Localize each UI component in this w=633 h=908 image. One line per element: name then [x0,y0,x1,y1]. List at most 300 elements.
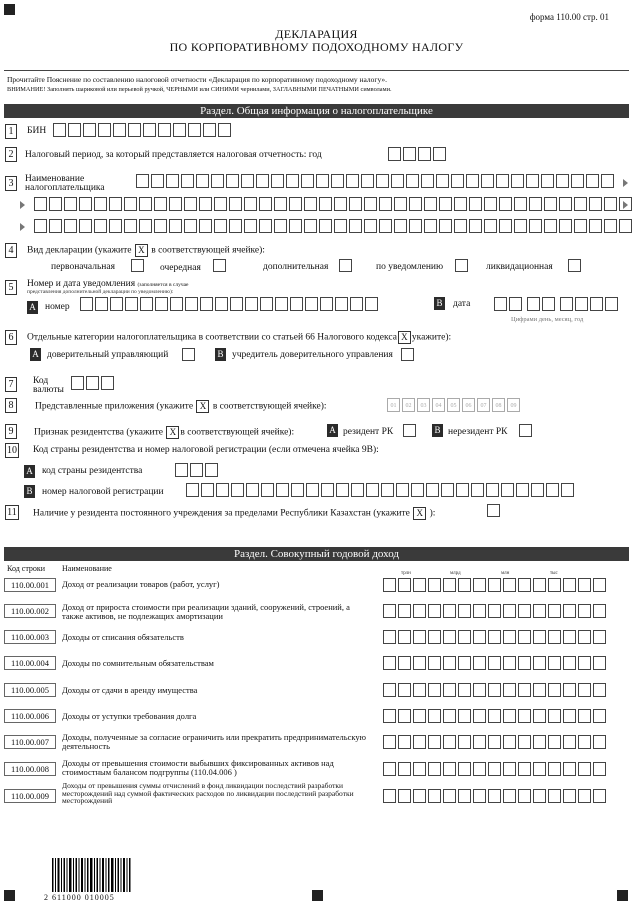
notice-number-input[interactable] [80,297,378,311]
entry-cell[interactable] [488,789,501,803]
entry-cell[interactable] [439,219,452,233]
option-regular-checkbox[interactable] [213,259,226,272]
entry-cell[interactable] [473,762,486,776]
attachment-08-checkbox[interactable]: 08 [492,398,505,412]
entry-cell[interactable] [139,219,152,233]
entry-cell[interactable] [548,656,561,670]
entry-cell[interactable] [571,174,584,188]
entry-cell[interactable] [244,197,257,211]
entry-cell[interactable] [560,297,573,311]
entry-cell[interactable] [533,683,546,697]
entry-cell[interactable] [561,483,574,497]
entry-cell[interactable] [503,762,516,776]
entry-cell[interactable] [533,709,546,723]
entry-cell[interactable] [488,709,501,723]
entry-cell[interactable] [589,197,602,211]
entry-cell[interactable] [185,297,198,311]
row-amount-input[interactable] [383,578,606,592]
entry-cell[interactable] [533,789,546,803]
entry-cell[interactable] [200,297,213,311]
entry-cell[interactable] [411,483,424,497]
entry-cell[interactable] [68,123,81,137]
entry-cell[interactable] [533,578,546,592]
entry-cell[interactable] [503,630,516,644]
entry-cell[interactable] [199,197,212,211]
entry-cell[interactable] [494,297,507,311]
entry-cell[interactable] [428,578,441,592]
entry-cell[interactable] [80,297,93,311]
entry-cell[interactable] [421,174,434,188]
entry-cell[interactable] [527,297,540,311]
entry-cell[interactable] [274,197,287,211]
entry-cell[interactable] [443,604,456,618]
entry-cell[interactable] [619,219,632,233]
entry-cell[interactable] [334,219,347,233]
row-amount-input[interactable] [383,789,606,803]
entry-cell[interactable] [396,483,409,497]
entry-cell[interactable] [319,219,332,233]
attachment-02-checkbox[interactable]: 02 [402,398,415,412]
entry-cell[interactable] [151,174,164,188]
entry-cell[interactable] [155,297,168,311]
country-code-input[interactable] [175,463,218,477]
entry-cell[interactable] [473,656,486,670]
entry-cell[interactable] [428,735,441,749]
entry-cell[interactable] [503,709,516,723]
entry-cell[interactable] [398,604,411,618]
entry-cell[interactable] [469,219,482,233]
attachment-03-checkbox[interactable]: 03 [417,398,430,412]
entry-cell[interactable] [458,762,471,776]
entry-cell[interactable] [413,604,426,618]
entry-cell[interactable] [563,604,576,618]
entry-cell[interactable] [199,219,212,233]
entry-cell[interactable] [398,630,411,644]
entry-cell[interactable] [403,147,416,161]
entry-cell[interactable] [139,197,152,211]
entry-cell[interactable] [49,219,62,233]
entry-cell[interactable] [559,219,572,233]
entry-cell[interactable] [316,174,329,188]
entry-cell[interactable] [211,174,224,188]
entry-cell[interactable] [398,762,411,776]
entry-cell[interactable] [563,683,576,697]
entry-cell[interactable] [218,123,231,137]
entry-cell[interactable] [518,789,531,803]
entry-cell[interactable] [246,483,259,497]
entry-cell[interactable] [586,174,599,188]
entry-cell[interactable] [458,709,471,723]
entry-cell[interactable] [548,604,561,618]
entry-cell[interactable] [391,174,404,188]
taxpayer-name-input-line-2[interactable] [34,197,632,211]
entry-cell[interactable] [443,762,456,776]
attachment-05-checkbox[interactable]: 05 [447,398,460,412]
attachment-04-checkbox[interactable]: 04 [432,398,445,412]
entry-cell[interactable] [216,483,229,497]
entry-cell[interactable] [488,683,501,697]
entry-cell[interactable] [443,630,456,644]
trustee-checkbox[interactable] [182,348,195,361]
entry-cell[interactable] [548,630,561,644]
entry-cell[interactable] [383,789,396,803]
entry-cell[interactable] [428,789,441,803]
entry-cell[interactable] [418,147,431,161]
entry-cell[interactable] [383,656,396,670]
entry-cell[interactable] [413,762,426,776]
entry-cell[interactable] [601,174,614,188]
entry-cell[interactable] [458,630,471,644]
entry-cell[interactable] [469,197,482,211]
entry-cell[interactable] [518,762,531,776]
entry-cell[interactable] [458,683,471,697]
entry-cell[interactable] [398,578,411,592]
entry-cell[interactable] [388,147,401,161]
entry-cell[interactable] [428,762,441,776]
entry-cell[interactable] [34,219,47,233]
entry-cell[interactable] [261,483,274,497]
entry-cell[interactable] [231,483,244,497]
entry-cell[interactable] [544,197,557,211]
entry-cell[interactable] [578,604,591,618]
entry-cell[interactable] [533,630,546,644]
currency-code-input[interactable] [71,376,114,390]
entry-cell[interactable] [230,297,243,311]
entry-cell[interactable] [548,762,561,776]
entry-cell[interactable] [436,174,449,188]
entry-cell[interactable] [529,219,542,233]
entry-cell[interactable] [94,197,107,211]
entry-cell[interactable] [306,483,319,497]
entry-cell[interactable] [484,219,497,233]
entry-cell[interactable] [140,297,153,311]
entry-cell[interactable] [184,197,197,211]
entry-cell[interactable] [398,735,411,749]
entry-cell[interactable] [286,174,299,188]
entry-cell[interactable] [136,174,149,188]
entry-cell[interactable] [305,297,318,311]
entry-cell[interactable] [383,709,396,723]
entry-cell[interactable] [320,297,333,311]
entry-cell[interactable] [125,297,138,311]
attachment-01-checkbox[interactable]: 01 [387,398,400,412]
entry-cell[interactable] [379,197,392,211]
entry-cell[interactable] [95,297,108,311]
option-liquidation-checkbox[interactable] [568,259,581,272]
entry-cell[interactable] [214,197,227,211]
entry-cell[interactable] [563,709,576,723]
entry-cell[interactable] [503,656,516,670]
entry-cell[interactable] [101,376,114,390]
entry-cell[interactable] [443,709,456,723]
entry-cell[interactable] [94,219,107,233]
attachment-06-checkbox[interactable]: 06 [462,398,475,412]
entry-cell[interactable] [473,683,486,697]
entry-cell[interactable] [424,219,437,233]
entry-cell[interactable] [518,735,531,749]
entry-cell[interactable] [563,630,576,644]
entry-cell[interactable] [531,483,544,497]
entry-cell[interactable] [458,604,471,618]
entry-cell[interactable] [413,656,426,670]
entry-cell[interactable] [245,297,258,311]
bin-input[interactable] [53,123,231,137]
entry-cell[interactable] [128,123,141,137]
entry-cell[interactable] [349,219,362,233]
entry-cell[interactable] [578,789,591,803]
entry-cell[interactable] [383,604,396,618]
entry-cell[interactable] [196,174,209,188]
entry-cell[interactable] [542,297,555,311]
entry-cell[interactable] [289,219,302,233]
entry-cell[interactable] [379,219,392,233]
entry-cell[interactable] [381,483,394,497]
entry-cell[interactable] [274,219,287,233]
taxpayer-name-input-line-3[interactable] [34,219,632,233]
entry-cell[interactable] [511,174,524,188]
entry-cell[interactable] [454,219,467,233]
entry-cell[interactable] [488,762,501,776]
notice-date-year[interactable] [560,297,618,311]
entry-cell[interactable] [398,656,411,670]
entry-cell[interactable] [496,174,509,188]
entry-cell[interactable] [426,483,439,497]
entry-cell[interactable] [71,376,84,390]
attachment-07-checkbox[interactable]: 07 [477,398,490,412]
entry-cell[interactable] [383,630,396,644]
entry-cell[interactable] [226,174,239,188]
entry-cell[interactable] [79,197,92,211]
entry-cell[interactable] [503,578,516,592]
entry-cell[interactable] [394,197,407,211]
entry-cell[interactable] [181,174,194,188]
entry-cell[interactable] [593,735,606,749]
entry-cell[interactable] [578,683,591,697]
entry-cell[interactable] [574,197,587,211]
row-amount-input[interactable] [383,630,606,644]
entry-cell[interactable] [188,123,201,137]
entry-cell[interactable] [321,483,334,497]
entry-cell[interactable] [259,197,272,211]
entry-cell[interactable] [473,735,486,749]
entry-cell[interactable] [473,789,486,803]
trust-founder-checkbox[interactable] [401,348,414,361]
entry-cell[interactable] [110,297,123,311]
entry-cell[interactable] [466,174,479,188]
entry-cell[interactable] [366,483,379,497]
entry-cell[interactable] [458,656,471,670]
entry-cell[interactable] [154,219,167,233]
entry-cell[interactable] [548,789,561,803]
entry-cell[interactable] [473,709,486,723]
entry-cell[interactable] [441,483,454,497]
entry-cell[interactable] [428,604,441,618]
entry-cell[interactable] [289,197,302,211]
entry-cell[interactable] [563,656,576,670]
entry-cell[interactable] [413,709,426,723]
entry-cell[interactable] [398,709,411,723]
entry-cell[interactable] [488,656,501,670]
entry-cell[interactable] [260,297,273,311]
entry-cell[interactable] [49,197,62,211]
entry-cell[interactable] [578,735,591,749]
entry-cell[interactable] [413,789,426,803]
entry-cell[interactable] [499,219,512,233]
entry-cell[interactable] [458,789,471,803]
entry-cell[interactable] [64,197,77,211]
entry-cell[interactable] [409,197,422,211]
entry-cell[interactable] [319,197,332,211]
entry-cell[interactable] [428,683,441,697]
entry-cell[interactable] [406,174,419,188]
entry-cell[interactable] [170,297,183,311]
entry-cell[interactable] [365,297,378,311]
entry-cell[interactable] [546,483,559,497]
entry-cell[interactable] [346,174,359,188]
entry-cell[interactable] [79,219,92,233]
entry-cell[interactable] [413,683,426,697]
entry-cell[interactable] [473,578,486,592]
entry-cell[interactable] [544,219,557,233]
row-amount-input[interactable] [383,604,606,618]
resident-checkbox[interactable] [403,424,416,437]
entry-cell[interactable] [499,197,512,211]
entry-cell[interactable] [271,174,284,188]
entry-cell[interactable] [563,578,576,592]
entry-cell[interactable] [488,578,501,592]
entry-cell[interactable] [376,174,389,188]
entry-cell[interactable] [503,735,516,749]
notice-date-month[interactable] [527,297,555,311]
entry-cell[interactable] [458,735,471,749]
entry-cell[interactable] [383,683,396,697]
entry-cell[interactable] [578,656,591,670]
entry-cell[interactable] [533,735,546,749]
entry-cell[interactable] [514,219,527,233]
entry-cell[interactable] [229,197,242,211]
entry-cell[interactable] [190,463,203,477]
entry-cell[interactable] [383,578,396,592]
row-amount-input[interactable] [383,656,606,670]
entry-cell[interactable] [304,219,317,233]
taxpayer-name-input-line-1[interactable] [136,174,614,188]
entry-cell[interactable] [364,197,377,211]
entry-cell[interactable] [259,219,272,233]
entry-cell[interactable] [443,656,456,670]
entry-cell[interactable] [331,174,344,188]
entry-cell[interactable] [509,297,522,311]
entry-cell[interactable] [214,219,227,233]
entry-cell[interactable] [526,174,539,188]
entry-cell[interactable] [413,630,426,644]
entry-cell[interactable] [166,174,179,188]
entry-cell[interactable] [86,376,99,390]
entry-cell[interactable] [98,123,111,137]
option-additional-checkbox[interactable] [339,259,352,272]
entry-cell[interactable] [109,219,122,233]
entry-cell[interactable] [304,197,317,211]
entry-cell[interactable] [383,735,396,749]
entry-cell[interactable] [154,197,167,211]
option-notice-checkbox[interactable] [455,259,468,272]
entry-cell[interactable] [578,630,591,644]
entry-cell[interactable] [53,123,66,137]
entry-cell[interactable] [143,123,156,137]
row-amount-input[interactable] [383,709,606,723]
entry-cell[interactable] [556,174,569,188]
entry-cell[interactable] [541,174,554,188]
entry-cell[interactable] [578,709,591,723]
entry-cell[interactable] [201,483,214,497]
entry-cell[interactable] [548,578,561,592]
entry-cell[interactable] [83,123,96,137]
entry-cell[interactable] [113,123,126,137]
entry-cell[interactable] [428,656,441,670]
entry-cell[interactable] [424,197,437,211]
entry-cell[interactable] [481,174,494,188]
entry-cell[interactable] [64,219,77,233]
entry-cell[interactable] [413,735,426,749]
entry-cell[interactable] [518,656,531,670]
entry-cell[interactable] [349,197,362,211]
entry-cell[interactable] [548,683,561,697]
entry-cell[interactable] [413,578,426,592]
entry-cell[interactable] [516,483,529,497]
entry-cell[interactable] [336,483,349,497]
entry-cell[interactable] [301,174,314,188]
entry-cell[interactable] [533,604,546,618]
attachment-09-checkbox[interactable]: 09 [507,398,520,412]
entry-cell[interactable] [276,483,289,497]
entry-cell[interactable] [244,219,257,233]
entry-cell[interactable] [518,578,531,592]
entry-cell[interactable] [169,219,182,233]
entry-cell[interactable] [124,219,137,233]
entry-cell[interactable] [590,297,603,311]
entry-cell[interactable] [589,219,602,233]
entry-cell[interactable] [398,683,411,697]
entry-cell[interactable] [443,683,456,697]
entry-cell[interactable] [574,219,587,233]
entry-cell[interactable] [578,762,591,776]
entry-cell[interactable] [473,630,486,644]
entry-cell[interactable] [428,709,441,723]
entry-cell[interactable] [186,483,199,497]
entry-cell[interactable] [215,297,228,311]
entry-cell[interactable] [514,197,527,211]
entry-cell[interactable] [503,683,516,697]
entry-cell[interactable] [548,735,561,749]
entry-cell[interactable] [484,197,497,211]
entry-cell[interactable] [443,578,456,592]
entry-cell[interactable] [593,762,606,776]
entry-cell[interactable] [203,123,216,137]
entry-cell[interactable] [604,219,617,233]
entry-cell[interactable] [109,197,122,211]
entry-cell[interactable] [593,683,606,697]
entry-cell[interactable] [184,219,197,233]
entry-cell[interactable] [471,483,484,497]
entry-cell[interactable] [458,578,471,592]
entry-cell[interactable] [518,709,531,723]
entry-cell[interactable] [518,604,531,618]
entry-cell[interactable] [398,789,411,803]
nonresident-checkbox[interactable] [519,424,532,437]
entry-cell[interactable] [593,709,606,723]
entry-cell[interactable] [473,604,486,618]
entry-cell[interactable] [533,762,546,776]
entry-cell[interactable] [350,297,363,311]
